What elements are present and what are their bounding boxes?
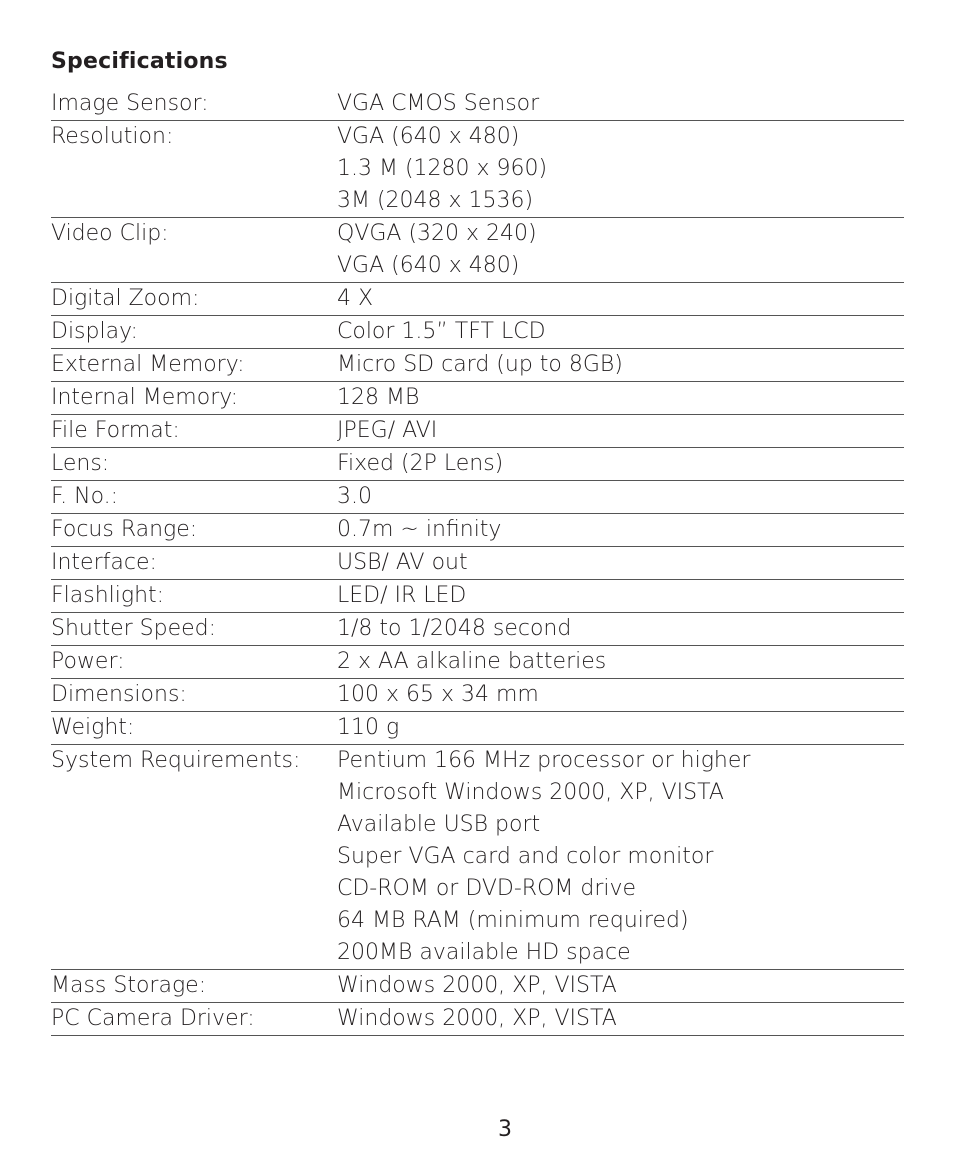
spec-value-line: 3.0 [337,484,372,509]
spec-label: PC Camera Driver: [51,1006,255,1031]
spec-value-line: VGA (640 x 480) [337,124,520,149]
spec-row [51,1003,904,1036]
spec-value-line: Fixed (2P Lens) [337,451,504,476]
spec-row [51,283,904,316]
spec-row [51,745,904,970]
spec-label: Display: [51,319,138,344]
spec-value-line: Micro SD card (up to 8GB) [337,352,623,377]
spec-value-line: 100 x 65 x 34 mm [337,682,539,707]
spec-row [51,382,904,415]
spec-label: F. No.: [51,484,119,509]
spec-value-line: Microsoft Windows 2000, XP, VISTA [337,780,724,805]
spec-value-line: VGA (640 x 480) [337,253,520,278]
spec-row [51,646,904,679]
spec-value [337,679,904,712]
spec-value-line: 0.7m ~ infinity [337,517,502,542]
spec-row [51,679,904,712]
spec-value-line: Windows 2000, XP, VISTA [337,1006,617,1031]
spec-label: Focus Range: [51,517,198,542]
spec-label: Dimensions: [51,682,187,707]
spec-row [51,218,904,283]
spec-row [51,481,904,514]
spec-value-line: 128 MB [337,385,420,410]
specifications-table [51,88,904,1036]
specifications-table-body [51,88,904,1036]
spec-value-line: 1.3 M (1280 x 960) [337,156,548,181]
spec-row [51,415,904,448]
spec-value [337,121,904,218]
spec-row [51,712,904,745]
spec-value [337,970,904,1003]
spec-row [51,613,904,646]
spec-value [337,547,904,580]
spec-value-line: 64 MB RAM (minimum required) [337,908,689,933]
page-title: Specifications [51,49,228,74]
spec-value [337,646,904,679]
spec-value [337,218,904,283]
spec-value-line: 2 x AA alkaline batteries [337,649,607,674]
spec-label: System Requirements: [51,748,301,773]
spec-value-line: Pentium 166 MHz processor or higher [337,748,751,773]
page-number: 3 [498,1117,512,1142]
spec-value-line: 110 g [337,715,400,740]
spec-value-line: QVGA (320 x 240) [337,221,537,246]
spec-label: File Format: [51,418,180,443]
spec-row [51,970,904,1003]
spec-label: Shutter Speed: [51,616,217,641]
spec-row [51,547,904,580]
spec-value-line: LED/ IR LED [337,583,467,608]
spec-value [337,349,904,382]
spec-value [337,415,904,448]
spec-label: Mass Storage: [51,973,207,998]
spec-row [51,514,904,547]
spec-value [337,283,904,316]
spec-value-line: 4 X [337,286,374,311]
spec-value [337,88,904,121]
spec-label: Weight: [51,715,135,740]
spec-value [337,712,904,745]
spec-label: Power: [51,649,125,674]
spec-value [337,1003,904,1036]
spec-value [337,481,904,514]
spec-label: Image Sensor: [51,91,209,116]
spec-value-line: Super VGA card and color monitor [337,844,714,869]
spec-value-line: VGA CMOS Sensor [337,91,540,116]
spec-value-line: 1/8 to 1/2048 second [337,616,572,641]
spec-label: Lens: [51,451,110,476]
spec-label: Digital Zoom: [51,286,200,311]
spec-value-line: JPEG/ AVI [337,418,438,443]
spec-value-line: Available USB port [337,812,541,837]
spec-value [337,316,904,349]
spec-value [337,613,904,646]
spec-row [51,580,904,613]
spec-row [51,121,904,218]
spec-label: Internal Memory: [51,385,239,410]
spec-value [337,745,904,970]
spec-label: Interface: [51,550,157,575]
spec-value-line: 200MB available HD space [337,940,631,965]
spec-row [51,316,904,349]
spec-value [337,448,904,481]
spec-value-line: 3M (2048 x 1536) [337,188,534,213]
spec-label: Video Clip: [51,221,169,246]
spec-value [337,580,904,613]
spec-label: External Memory: [51,352,245,377]
spec-row [51,448,904,481]
spec-label: Flashlight: [51,583,165,608]
spec-value [337,514,904,547]
spec-label: Resolution: [51,124,174,149]
spec-value-line: Color 1.5” TFT LCD [337,319,546,344]
spec-value-line: CD-ROM or DVD-ROM drive [337,876,637,901]
spec-row [51,88,904,121]
spec-value-line: USB/ AV out [337,550,468,575]
spec-row [51,349,904,382]
spec-value-line: Windows 2000, XP, VISTA [337,973,617,998]
spec-value [337,382,904,415]
